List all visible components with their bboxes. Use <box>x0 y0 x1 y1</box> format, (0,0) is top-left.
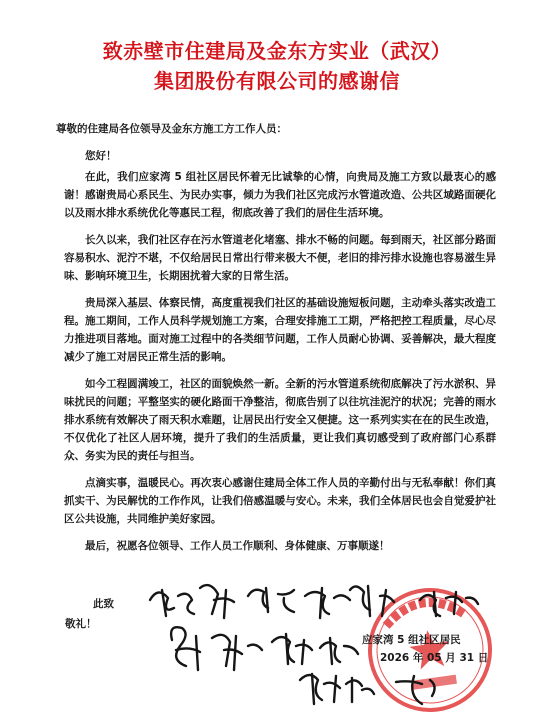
paragraph-3: 贵局深入基层、体察民情，高度重视我们社区的基础设施短板问题，主动牵头落实改造工程。施工期间，工作人员科学规划施工方案，合理安排施工工期，严格把控工程质量，尽心尽力推进项目落地。面对施工过程中的各类细节问题，工作人员耐心协调、妥善解决，最大程度减少了施工对居民正常生活的影响。 <box>64 297 496 363</box>
sender-line: 应家湾 5 组社区居民 <box>362 634 461 646</box>
letter-title-line1: 致赤壁市住建局及金东方实业（武汉） <box>102 39 452 63</box>
paragraph-2: 长久以来，我们社区存在污水管道老化堵塞、排水不畅的问题。每到雨天，社区部分路面容易积水、泥泞不堪，不仅给居民日常出行带来极大不便，老旧的排污排水设施也容易滋生异味、影响环境卫生，长期困扰着大家的日常生活。 <box>64 234 496 282</box>
closing-jingli: 敬礼！ <box>65 618 97 630</box>
paragraph-1: 在此，我们应家湾 5 组社区居民怀着无比诚挚的心情，向贵局及施工方致以最衷心的感谢！感谢贵局心系民生、为民办实事，倾力为我们社区完成污水管道改造、公共区域路面硬化以及雨水排水系统优化等惠民工程，彻底改善了我们的居住生活环境。 <box>64 171 496 219</box>
salutation: 尊敬的住建局各位领导及金东方施工方工作人员： <box>56 123 287 135</box>
closing-cizhi: 此致 <box>93 598 114 610</box>
letter-title-line2: 集团股份有限公司的感谢信 <box>154 69 400 93</box>
paragraph-5: 点滴实事，温暖民心。再次衷心感谢住建局全体工作人员的辛勤付出与无私奉献！你们真抓实干、为民解忧的工作作风，让我们倍感温暖与安心。未来，我们全体居民也会自觉爱护社区公共设施，共同维护美好家园。 <box>64 477 496 525</box>
letter-date: 2026 年 05 月 31 日 <box>380 652 489 664</box>
paragraph-6: 最后，祝愿各位领导、工作人员工作顺利、身体健康、万事顺遂！ <box>85 540 390 552</box>
paragraph-4: 如今工程圆满竣工，社区的面貌焕然一新。全新的污水管道系统彻底解决了污水淤积、异味扰民的问题；平整坚实的硬化路面干净整洁，彻底告别了以往坑洼泥泞的状况；完善的雨水排水系统有效解决了雨天积水难题，让居民出行安全又便捷。这一系列实实在在的民生改造，不仅优化了社区人居环境，提升了我们的生活质量，更让我们真切感受到了政府部门心系群众、务实为民的责任与担当。 <box>64 378 496 462</box>
greeting: 您好！ <box>85 150 117 162</box>
